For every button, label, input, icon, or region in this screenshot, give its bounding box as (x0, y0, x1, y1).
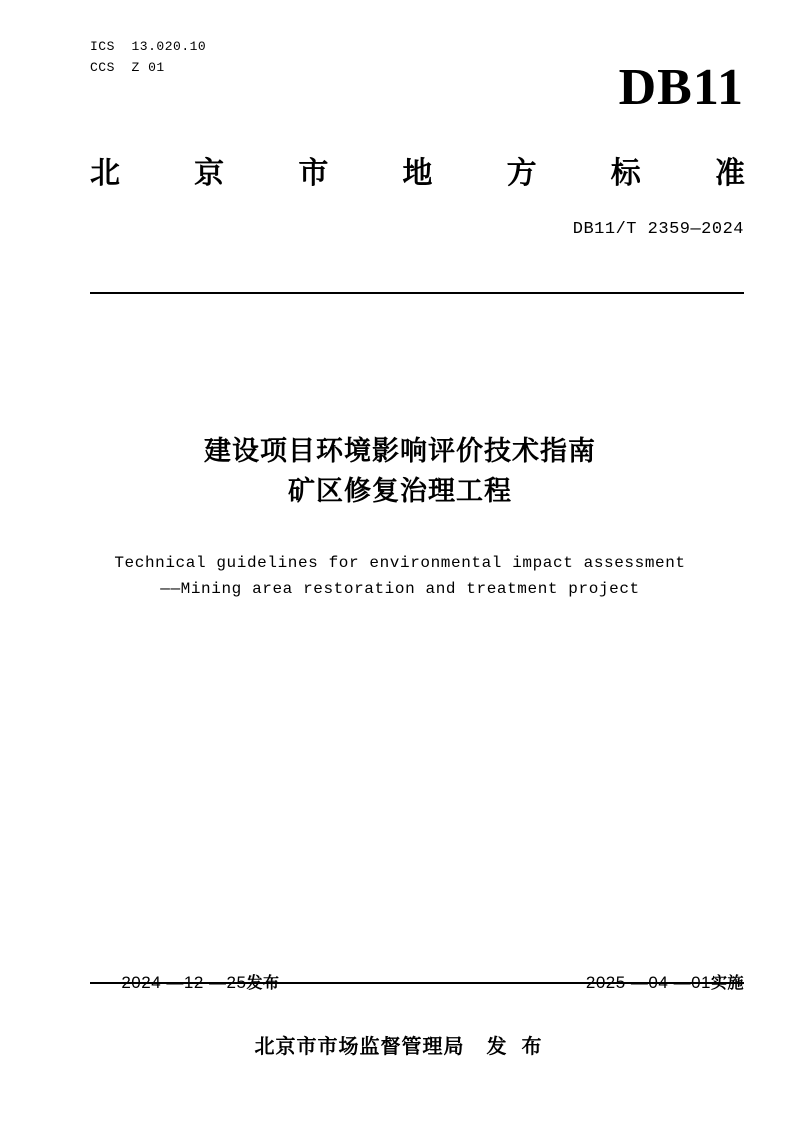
standard-type-char-5: 标 (610, 156, 641, 191)
standard-type-char-4: 方 (506, 156, 537, 191)
db11-logo: DB11 (618, 59, 744, 116)
issuer-name: 北京市市场监督管理局 (254, 1034, 465, 1058)
standard-type-heading (90, 148, 745, 192)
page-subtitle-line2: ——Mining area restoration and treatment project (160, 580, 640, 598)
page-title (0, 432, 800, 512)
standard-number: DB11/T 2359—2024 (572, 220, 744, 239)
standard-type-char-1: 京 (194, 156, 225, 191)
standard-type-char-2: 市 (298, 156, 329, 191)
issuer-action: 发 布 (486, 1034, 546, 1058)
page-subtitle-line1: Technical guidelines for environmental impact assessment (114, 554, 686, 572)
ccs-code: CCS Z 01 (90, 60, 165, 75)
effective-label: 实施 (710, 973, 744, 992)
standard-type-char-6: 准 (714, 156, 745, 191)
footer-divider (90, 982, 744, 984)
release-date: 2024 —12 —25 (121, 973, 247, 992)
header-divider (90, 292, 744, 294)
standard-type-char-0: 北 (90, 156, 120, 191)
release-label: 发布 (246, 973, 280, 992)
ics-code: ICS 13.020.10 (90, 39, 207, 54)
issuer-line (0, 1030, 800, 1059)
effective-date: 2025 —04 —01 (585, 973, 711, 992)
page-subtitle (0, 550, 800, 602)
page-title-line2: 矿区修复治理工程 (288, 476, 512, 507)
ics-block (90, 36, 206, 78)
standard-type-char-3: 地 (402, 156, 433, 191)
page-title-line1: 建设项目环境影响评价技术指南 (204, 436, 596, 467)
